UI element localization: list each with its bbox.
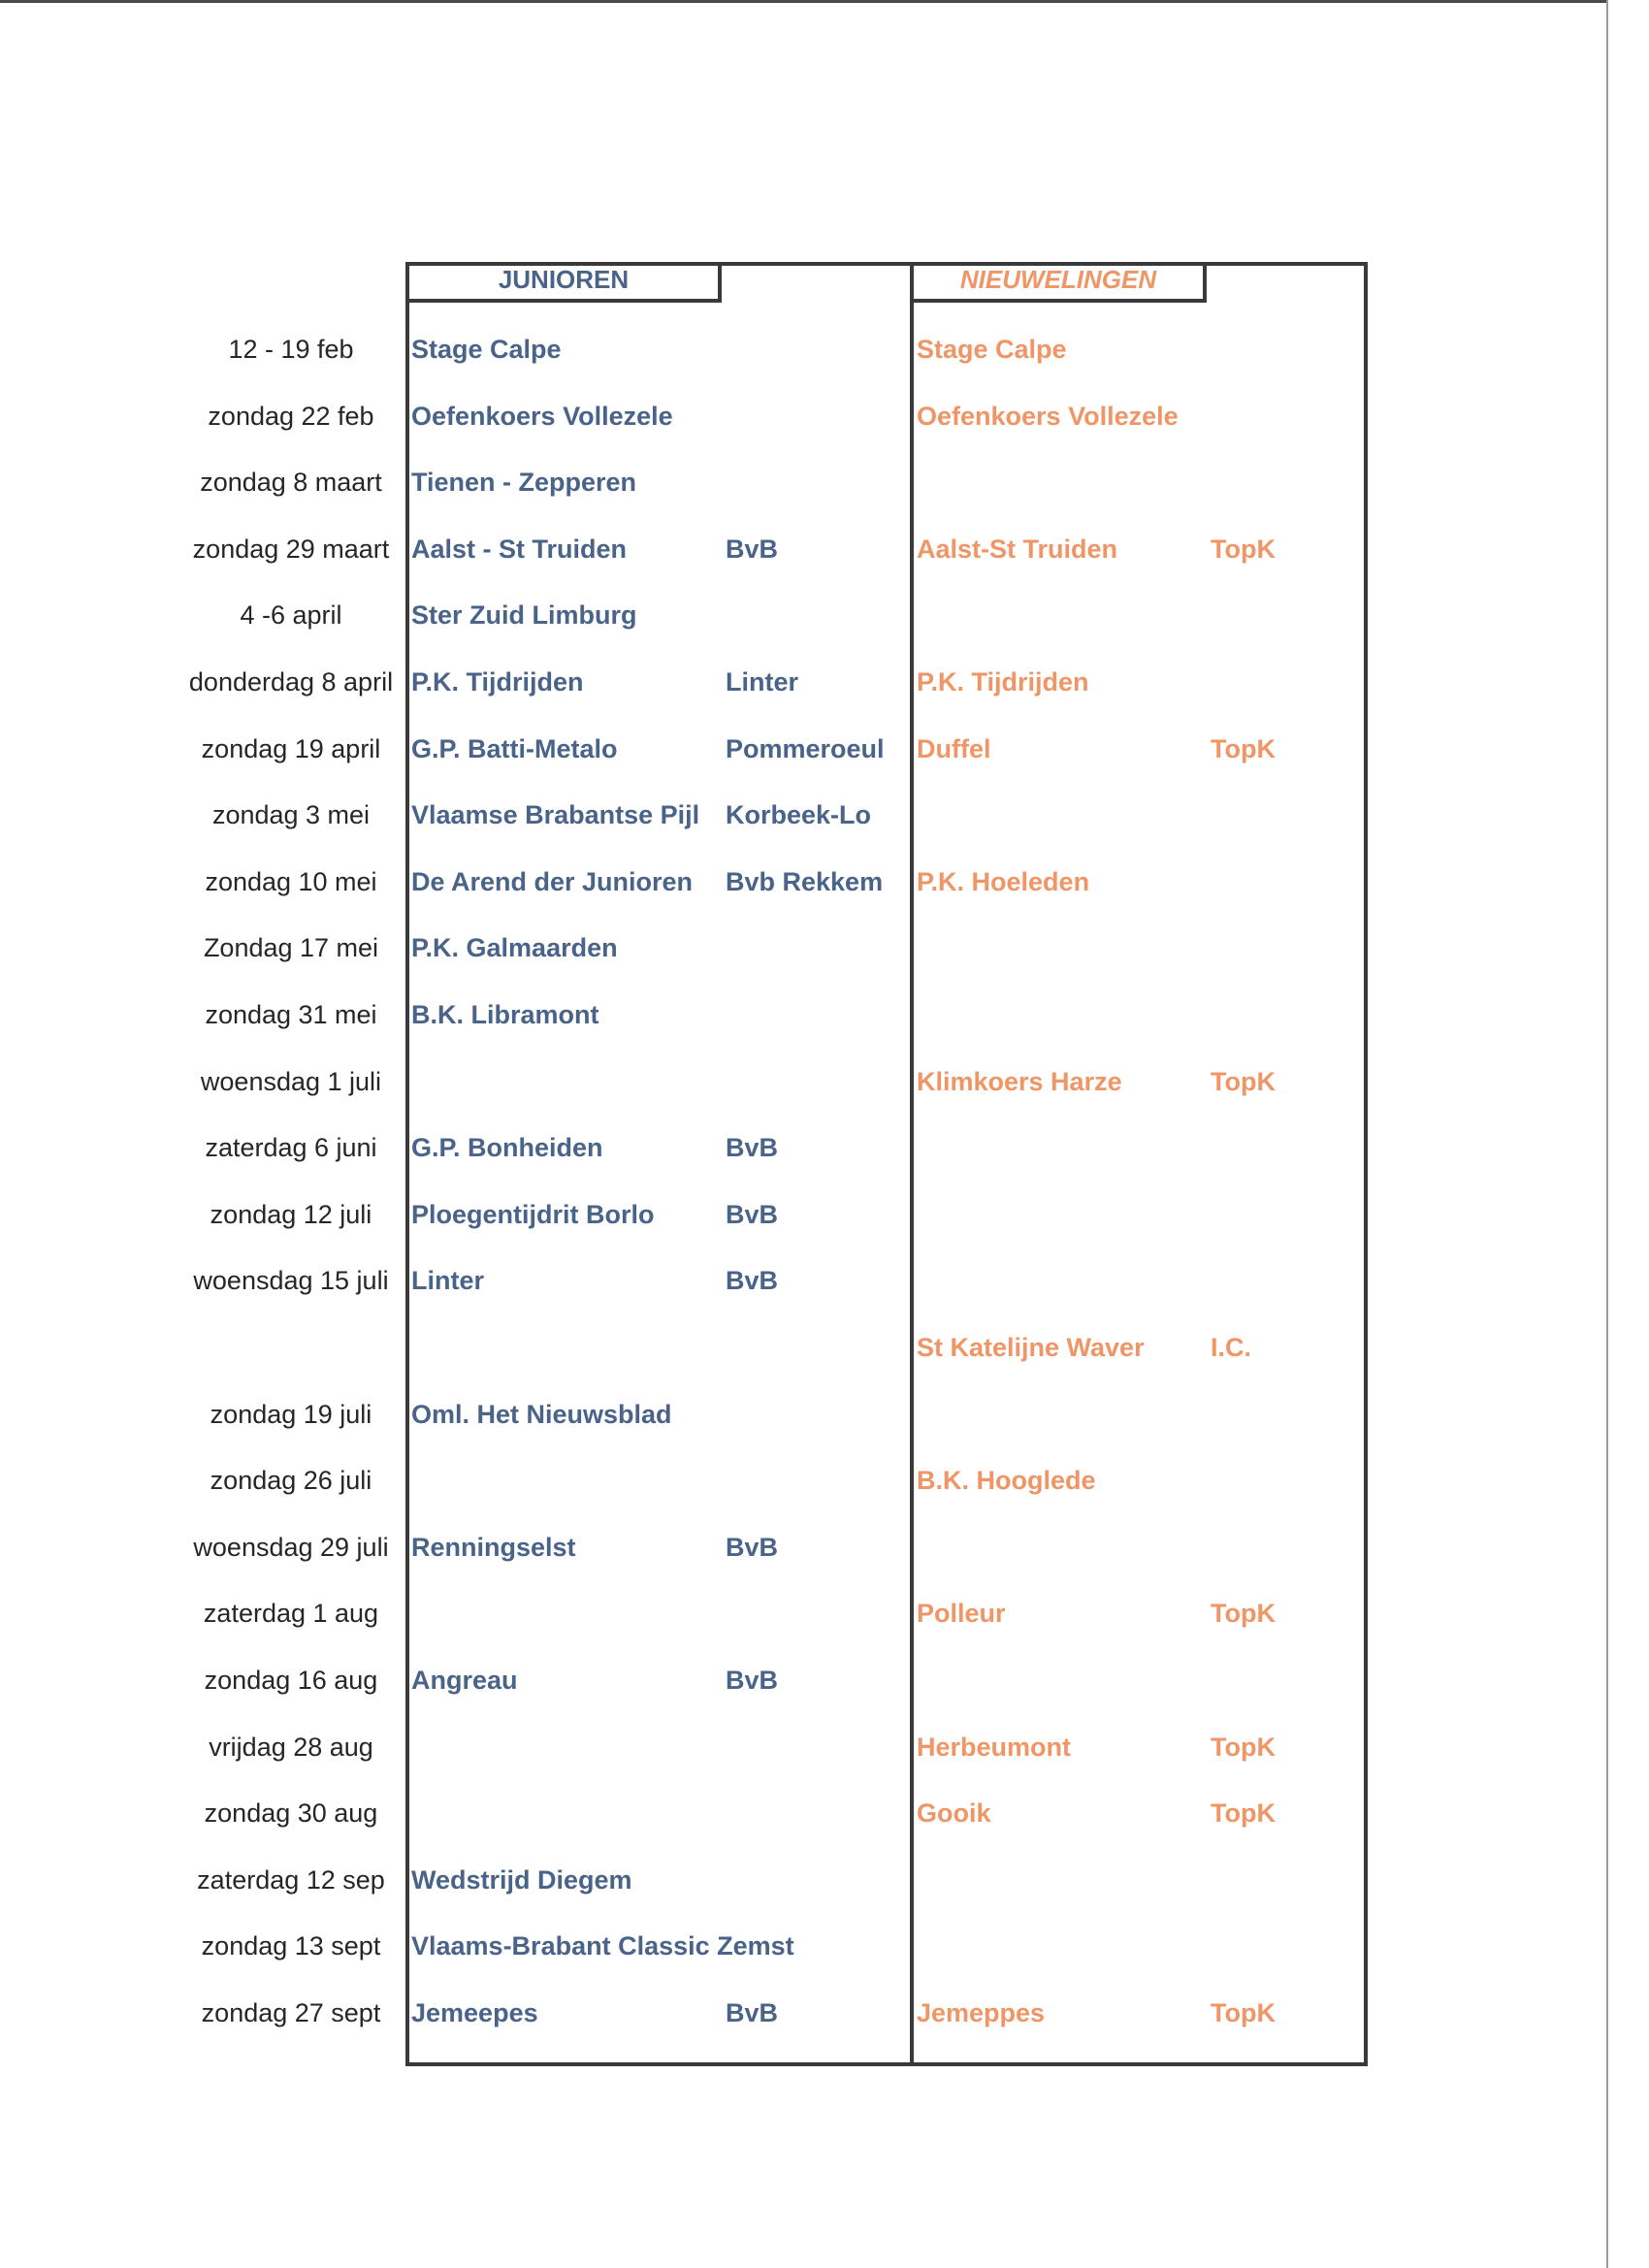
row-date: zondag 12 juli	[210, 1200, 372, 1229]
junioren-location: Bvb Rekkem	[726, 867, 884, 896]
row-date: zondag 10 mei	[205, 867, 377, 896]
row-date: vrijdag 28 aug	[209, 1733, 373, 1762]
table-row	[0, 1049, 1649, 1115]
table-row	[0, 1580, 1649, 1646]
table-row	[0, 1314, 1649, 1380]
table-row	[0, 915, 1649, 981]
nieuwelingen-event: Klimkoers Harze	[917, 1067, 1122, 1096]
table-row	[0, 1115, 1649, 1181]
junioren-location: BvB	[726, 1266, 779, 1295]
row-date: woensdag 15 juli	[193, 1266, 389, 1295]
table-row	[0, 1381, 1649, 1447]
junioren-event: Vlaams-Brabant Classic Zemst	[411, 1931, 794, 1960]
junioren-location: BvB	[726, 1133, 779, 1162]
table-row	[0, 849, 1649, 915]
junioren-event: Jemeepes	[411, 1998, 538, 2027]
junioren-event: Vlaamse Brabantse Pijl	[411, 800, 700, 829]
row-date: zondag 31 mei	[205, 1000, 377, 1029]
junioren-event: Angreau	[411, 1666, 518, 1695]
table-row	[0, 716, 1649, 782]
row-date: zondag 19 april	[201, 734, 381, 763]
nieuwelingen-tag: TopK	[1211, 1998, 1276, 2027]
table-row	[0, 1714, 1649, 1780]
nieuwelingen-event: Duffel	[917, 734, 991, 763]
row-date: 4 -6 april	[240, 600, 342, 630]
nieuwelingen-event: P.K. Tijdrijden	[917, 667, 1089, 697]
nieuwelingen-event: Polleur	[917, 1599, 1006, 1628]
nieuwelingen-event: Jemeppes	[917, 1998, 1046, 2027]
nieuwelingen-event: Aalst-St Truiden	[917, 535, 1118, 564]
junioren-event: Linter	[411, 1266, 485, 1295]
junioren-location: Pommeroeul	[726, 734, 885, 763]
junioren-event: Stage Calpe	[411, 335, 562, 364]
row-date: zondag 30 aug	[204, 1798, 378, 1828]
table-row	[0, 383, 1649, 449]
nieuwelingen-tag: TopK	[1211, 535, 1276, 564]
row-date: 12 - 19 feb	[228, 335, 354, 364]
table-row	[0, 1447, 1649, 1513]
junioren-event: Oefenkoers Vollezele	[411, 402, 673, 431]
table-row	[0, 649, 1649, 715]
nieuwelingen-event: B.K. Hooglede	[917, 1466, 1096, 1495]
table-row	[0, 782, 1649, 848]
nieuwelingen-tag: TopK	[1211, 1599, 1276, 1628]
row-date: zondag 16 aug	[204, 1666, 378, 1695]
junioren-event: Wedstrijd Diegem	[411, 1865, 632, 1895]
table-row	[0, 449, 1649, 515]
table-row	[0, 1980, 1649, 2046]
row-date: donderdag 8 april	[188, 667, 394, 697]
junioren-location: Korbeek-Lo	[726, 800, 872, 829]
table-row	[0, 516, 1649, 582]
junioren-event: Renningselst	[411, 1533, 576, 1562]
junioren-event: Aalst - St Truiden	[411, 535, 628, 564]
junioren-location: BvB	[726, 1998, 779, 2027]
nieuwelingen-event: Stage Calpe	[917, 335, 1067, 364]
nieuwelingen-event: Oefenkoers Vollezele	[917, 402, 1179, 431]
junioren-location: BvB	[726, 1533, 779, 1562]
row-date: zondag 26 juli	[210, 1466, 372, 1495]
nieuwelingen-event: St Katelijne Waver	[917, 1333, 1145, 1362]
junioren-location: Linter	[726, 667, 799, 697]
nieuwelingen-event: P.K. Hoeleden	[917, 867, 1090, 896]
nieuwelingen-tag: TopK	[1211, 1067, 1276, 1096]
nieuwelingen-tag: I.C.	[1211, 1333, 1252, 1362]
junioren-event: Oml. Het Nieuwsblad	[411, 1400, 672, 1429]
table-row	[0, 1647, 1649, 1713]
row-date: zondag 22 feb	[208, 402, 374, 431]
junioren-event: Tienen - Zepperen	[411, 468, 637, 497]
table-row	[0, 1514, 1649, 1580]
nieuwelingen-tag: TopK	[1211, 734, 1276, 763]
row-date: zondag 3 mei	[211, 800, 371, 829]
table-row	[0, 582, 1649, 648]
row-date: zondag 13 sept	[201, 1931, 381, 1960]
nieuwelingen-event: Gooik	[917, 1798, 991, 1828]
row-date: woensdag 29 juli	[193, 1533, 389, 1562]
table-row	[0, 1913, 1649, 1979]
row-date: zondag 29 maart	[192, 535, 390, 564]
row-date: zondag 27 sept	[201, 1998, 381, 2027]
nieuwelingen-event: Herbeumont	[917, 1733, 1072, 1762]
junioren-location: BvB	[726, 535, 779, 564]
row-date: zaterdag 6 juni	[205, 1133, 377, 1162]
table-row	[0, 1182, 1649, 1247]
row-date: zaterdag 1 aug	[203, 1599, 379, 1628]
table-row	[0, 1780, 1649, 1846]
junioren-event: G.P. Batti-Metalo	[411, 734, 618, 763]
row-date: zaterdag 12 sep	[197, 1865, 385, 1895]
header-junioren: JUNIOREN	[405, 262, 722, 303]
junioren-location: BvB	[726, 1666, 779, 1695]
junioren-event: P.K. Galmaarden	[411, 933, 618, 962]
row-date: Zondag 17 mei	[203, 933, 379, 962]
junioren-event: Ster Zuid Limburg	[411, 600, 637, 630]
junioren-event: P.K. Tijdrijden	[411, 667, 584, 697]
junioren-event: B.K. Libramont	[411, 1000, 599, 1029]
row-date: zondag 19 juli	[210, 1400, 372, 1429]
junioren-event: De Arend der Junioren	[411, 867, 694, 896]
table-row	[0, 1847, 1649, 1913]
nieuwelingen-tag: TopK	[1211, 1733, 1276, 1762]
junioren-location: BvB	[726, 1200, 779, 1229]
table-row	[0, 982, 1649, 1048]
scan-edge-top	[0, 0, 1608, 3]
table-row	[0, 316, 1649, 382]
table-row	[0, 1247, 1649, 1313]
nieuwelingen-tag: TopK	[1211, 1798, 1276, 1828]
header-nieuwelingen: NIEUWELINGEN	[910, 262, 1207, 303]
junioren-event: Ploegentijdrit Borlo	[411, 1200, 655, 1229]
row-date: woensdag 1 juli	[200, 1067, 382, 1096]
row-date: zondag 8 maart	[200, 468, 382, 497]
junioren-event: G.P. Bonheiden	[411, 1133, 603, 1162]
